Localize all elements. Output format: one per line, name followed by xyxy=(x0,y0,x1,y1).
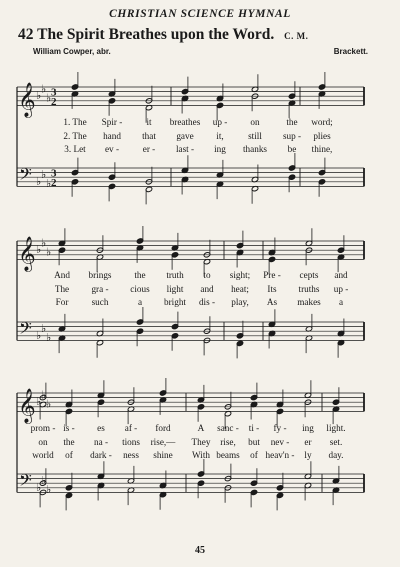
bass-clef: 𝄢 xyxy=(19,469,32,494)
lyric-syllable: cious xyxy=(130,283,150,294)
lyric-syllable: The xyxy=(54,283,70,294)
lyric-syllable: Spir - xyxy=(101,117,123,127)
lyric-syllable: fy - xyxy=(273,423,287,433)
flat-sign: ♭ xyxy=(46,245,52,259)
lyric-syllable: play, xyxy=(231,297,249,307)
flat-sign: ♭ xyxy=(41,236,47,250)
lyric-syllable: ev - xyxy=(104,144,120,154)
lyric-syllable: the xyxy=(63,436,75,447)
lyric-syllable: word; xyxy=(311,117,333,127)
time-signature-bottom: 2 xyxy=(51,95,57,108)
lyric-syllable: light xyxy=(166,283,184,294)
lyric-syllable: plies xyxy=(313,130,331,141)
lyric-line xyxy=(0,131,400,143)
lyric-syllable: it xyxy=(146,117,152,127)
time-signature-top: 3 xyxy=(51,167,57,180)
lyric-line xyxy=(0,297,400,309)
lyric-syllable: rise, xyxy=(220,436,236,447)
lyric-syllable: ness xyxy=(123,450,139,460)
lyric-line xyxy=(0,284,400,296)
time-signature-top: 3 xyxy=(51,86,57,99)
lyric-syllable: world xyxy=(32,450,54,460)
lyric-syllable: er - xyxy=(142,144,156,154)
flat-sign: ♭ xyxy=(36,480,42,494)
lyric-syllable: ly xyxy=(304,450,312,460)
lyric-syllable: sanc - xyxy=(217,423,239,433)
flat-sign: ♭ xyxy=(46,397,52,411)
lyric-syllable: be xyxy=(287,144,297,154)
flat-sign: ♭ xyxy=(46,91,52,105)
lyric-syllable: 1. The xyxy=(63,117,87,127)
flat-sign: ♭ xyxy=(46,177,52,191)
flat-sign: ♭ xyxy=(36,328,42,342)
treble-clef: 𝄞 xyxy=(18,236,36,272)
treble-clef: 𝄞 xyxy=(18,388,36,424)
lyric-syllable: beams xyxy=(216,450,240,460)
time-signature-bottom: 2 xyxy=(51,176,57,189)
lyric-syllable: er xyxy=(304,436,312,447)
lyric-line xyxy=(0,437,400,449)
lyric-syllable: truth xyxy=(166,270,184,280)
lyric-syllable: the xyxy=(134,270,146,280)
lyric-syllable: but xyxy=(248,436,260,447)
lyric-syllable: a xyxy=(338,297,344,307)
lyric-syllable: makes xyxy=(297,297,321,307)
lyric-syllable: prom - xyxy=(30,423,56,433)
treble-clef: 𝄞 xyxy=(18,82,36,118)
hymn-meter: C. M. xyxy=(284,31,309,41)
lyric-syllable: on xyxy=(38,436,48,447)
lyric-syllable: A xyxy=(197,423,205,433)
hymn-number: 42 xyxy=(18,26,34,43)
lyric-syllable: rise,— xyxy=(150,436,176,447)
composer-credit: Brackett. xyxy=(333,47,368,56)
flat-sign: ♭ xyxy=(41,82,47,96)
lyric-syllable: breathes xyxy=(169,117,201,127)
lyric-syllable: As xyxy=(266,297,278,307)
lyric-syllable: ford xyxy=(155,423,171,433)
lyric-syllable: heav'n - xyxy=(265,450,295,460)
bass-clef: 𝄢 xyxy=(19,163,32,188)
lyric-syllable: 3. Let xyxy=(64,144,86,154)
lyric-syllable: hand xyxy=(103,130,121,141)
lyric-syllable: up - xyxy=(333,283,349,294)
flat-sign: ♭ xyxy=(46,331,52,345)
flat-sign: ♭ xyxy=(41,321,47,335)
lyric-syllable: sight; xyxy=(229,270,251,280)
lyric-syllable: 2. The xyxy=(63,130,87,141)
lyric-syllable: bright xyxy=(164,297,186,307)
lyric-syllable: ti - xyxy=(248,423,260,433)
lyric-syllable: gave xyxy=(176,130,194,141)
lyric-syllable: cepts xyxy=(299,270,319,280)
flat-sign: ♭ xyxy=(36,395,42,409)
running-head: CHRISTIAN SCIENCE HYMNAL xyxy=(109,8,291,20)
lyric-syllable: tions xyxy=(122,436,140,447)
flat-sign: ♭ xyxy=(41,167,47,181)
lyric-syllable: it, xyxy=(216,130,224,141)
lyric-syllable: truths xyxy=(298,283,320,294)
lyric-line xyxy=(0,117,400,129)
lyric-syllable: on xyxy=(250,117,260,127)
lyric-syllable: and xyxy=(334,270,348,280)
lyric-syllable: dark - xyxy=(90,450,112,460)
lyric-syllable: For xyxy=(55,297,69,307)
lyric-syllable: is - xyxy=(63,423,75,433)
lyric-syllable: sup - xyxy=(282,130,302,141)
lyric-syllable: and xyxy=(200,283,214,294)
lyric-line xyxy=(0,450,400,462)
lyric-syllable: Pre - xyxy=(263,270,281,280)
lyric-syllable: With xyxy=(191,450,211,460)
lyric-syllable: of xyxy=(65,450,73,460)
lyric-syllable: that xyxy=(142,130,156,141)
lyric-syllable: brings xyxy=(88,270,112,280)
lyric-syllable: such xyxy=(91,297,109,307)
lyric-syllable: still xyxy=(248,130,262,141)
lyric-syllable: thine, xyxy=(311,144,333,154)
page-number: 45 xyxy=(195,545,205,556)
lyric-syllable: na - xyxy=(93,436,109,447)
lyric-syllable: af - xyxy=(124,423,138,433)
lyric-syllable: shine xyxy=(153,450,173,460)
lyric-syllable: Its xyxy=(267,283,277,294)
flat-sign: ♭ xyxy=(36,243,42,257)
lyric-syllable: And xyxy=(54,270,70,280)
lyric-syllable: the xyxy=(286,117,298,127)
lyric-syllable: ing xyxy=(214,144,226,154)
flat-sign: ♭ xyxy=(46,483,52,497)
lyric-syllable: gra - xyxy=(91,283,109,294)
lyric-syllable: thanks xyxy=(243,144,267,154)
lyric-line xyxy=(0,270,400,282)
lyric-syllable: dis - xyxy=(198,297,216,307)
flat-sign: ♭ xyxy=(41,473,47,487)
author-credit: William Cowper, abr. xyxy=(33,47,111,56)
lyric-syllable: light. xyxy=(326,423,346,433)
flat-sign: ♭ xyxy=(36,174,42,188)
lyric-line xyxy=(0,144,400,156)
bass-clef: 𝄢 xyxy=(19,317,32,342)
lyric-syllable: set. xyxy=(329,436,343,447)
lyric-syllable: ing xyxy=(302,423,314,433)
flat-sign: ♭ xyxy=(36,89,42,103)
flat-sign: ♭ xyxy=(41,388,47,402)
lyric-syllable: to xyxy=(203,270,211,280)
lyric-syllable: es xyxy=(97,423,105,433)
lyric-syllable: up - xyxy=(212,117,228,127)
lyric-line xyxy=(0,423,400,435)
lyric-syllable: heat; xyxy=(231,283,249,294)
lyric-syllable: of xyxy=(250,450,258,460)
lyric-syllable: They xyxy=(191,436,211,447)
lyric-syllable: last - xyxy=(175,144,195,154)
lyric-syllable: a xyxy=(137,297,143,307)
hymn-title: The Spirit Breathes upon the Word. xyxy=(37,26,275,43)
lyric-syllable: day. xyxy=(328,450,344,460)
lyric-syllable: nev - xyxy=(270,436,290,447)
